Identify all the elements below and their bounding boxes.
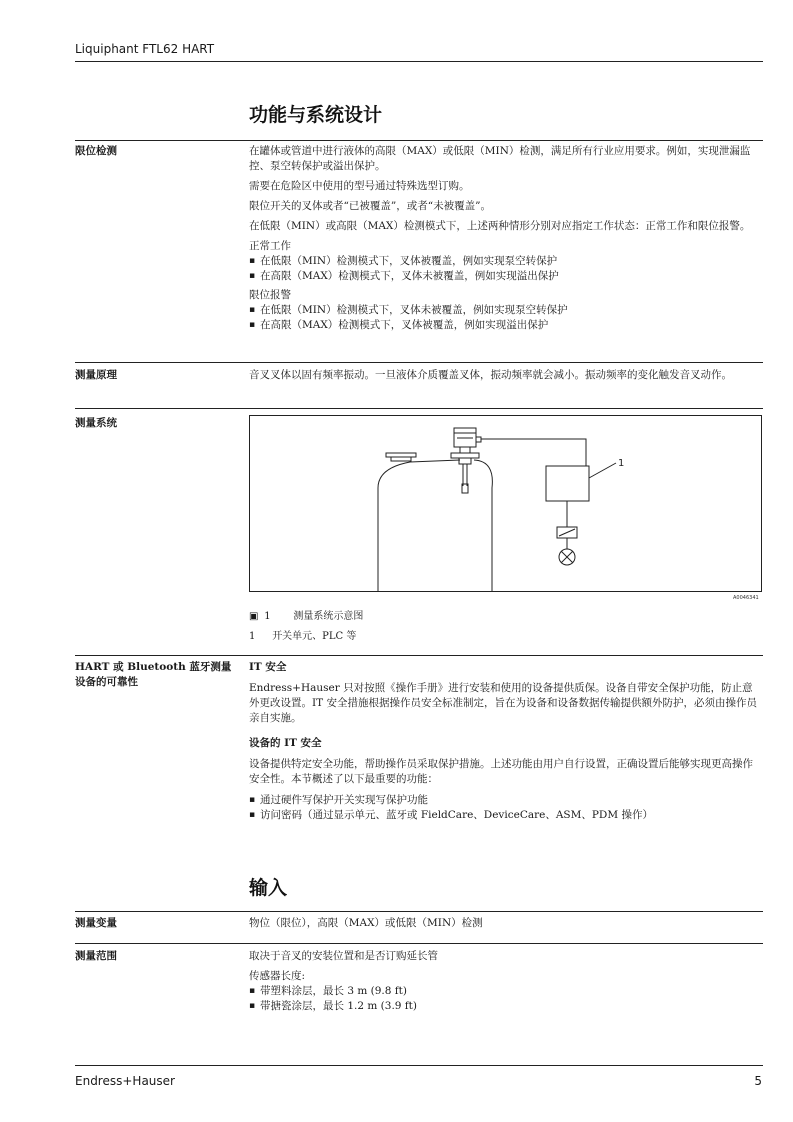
divider [75, 362, 763, 363]
divider [75, 943, 763, 944]
section-title-input: 输入 [249, 877, 288, 899]
list-item: ▪ 带搪瓷涂层，最长 1.2 m (3.9 ft) [249, 999, 761, 1014]
device-security-list [249, 793, 761, 823]
alarm-title: 限位报警 [249, 289, 291, 301]
list-item: ▪ 带塑料涂层，最长 3 m (9.8 ft) [249, 984, 761, 999]
switch-unit [546, 466, 589, 501]
divider [75, 408, 763, 409]
divider [75, 911, 763, 912]
device-flange [451, 453, 479, 458]
security-body [249, 660, 761, 823]
label-measured-variable: 测量变量 [75, 917, 117, 929]
normal-list [249, 254, 761, 284]
page-number: 5 [754, 1074, 762, 1088]
divider [75, 655, 763, 656]
signal-cable [481, 439, 586, 466]
alarm-list [249, 303, 761, 333]
tank-outline [474, 460, 492, 591]
device-housing [454, 433, 476, 447]
footer-rule [75, 1065, 763, 1066]
tank-nozzle [391, 457, 411, 461]
it-security-text: Endress+Hauser 只对按照《操作手册》进行安装和使用的设备提供质保。设备自带安全保护功能，防止意外更改设置。IT 安全措施根据操作员安全标准制定，旨在为设备和设备数据传输提供额外防护，必须由操作员亲自实施。 [249, 682, 757, 724]
device-security-title: 设备的 IT 安全 [249, 737, 322, 749]
label-limit-detection: 限位检测 [75, 145, 117, 157]
tank-outline [378, 460, 460, 591]
relay-contact [559, 529, 575, 536]
sensor-length-title: 传感器长度: [249, 970, 306, 982]
callout-line [589, 463, 616, 478]
system-diagram [249, 415, 762, 592]
list-item: ▪ 在高限（MAX）检测模式下，叉体未被覆盖，例如实现溢出保护 [249, 269, 761, 284]
tank-nozzle-flange [386, 453, 416, 457]
device-cable-entry [476, 437, 481, 442]
device-cap [454, 428, 476, 433]
footer-brand: Endress+Hauser [75, 1074, 175, 1088]
legend-text: 开关单元、PLC 等 [272, 631, 357, 642]
divider [75, 140, 763, 141]
label-system: 测量系统 [75, 417, 117, 429]
measuring-range-text: 取决于音叉的安装位置和是否订购延长管 [249, 950, 438, 962]
device-security-text: 设备提供特定安全功能，帮助操作员采取保护措施。上述功能由用户自行设置，正确设置后能够实现更高操作安全性。本节概述了以下最重要的功能： [249, 758, 753, 785]
section-title-function: 功能与系统设计 [249, 104, 383, 126]
sensor-length-list [249, 984, 761, 1014]
system-diagram-svg [250, 416, 761, 591]
normal-title: 正常工作 [249, 240, 291, 252]
figure-code: A0046341 [733, 595, 759, 601]
legend-number: 1 [249, 631, 256, 642]
list-item: ▪ 在低限（MIN）检测模式下，叉体未被覆盖，例如实现泵空转保护 [249, 303, 761, 318]
it-security-title: IT 安全 [249, 661, 287, 673]
label-measuring-range: 测量范围 [75, 950, 117, 962]
paragraph: 在低限（MIN）或高限（MAX）检测模式下，上述两种情形分别对应指定工作状态：正常工作和限位报警。 [249, 220, 751, 232]
figure-legend [249, 627, 356, 642]
list-item: ▪ 通过硬件写保护开关实现写保护功能 [249, 793, 761, 808]
list-item: ▪ 在高限（MAX）检测模式下，叉体被覆盖，例如实现溢出保护 [249, 318, 761, 333]
label-security: HART 或 Bluetooth 蓝牙测量设备的可靠性 [75, 661, 232, 688]
label-principle: 测量原理 [75, 369, 117, 381]
header-title: Liquiphant FTL62 HART [75, 42, 215, 56]
callout-label: 1 [618, 458, 625, 469]
measured-variable-text: 物位（限位），高限（MAX）或低限（MIN）检测 [249, 917, 483, 929]
caption-text: 测量系统示意图 [293, 611, 364, 622]
caption-number: 1 [264, 611, 271, 622]
figure-icon: ▣ [249, 611, 259, 622]
list-item: ▪ 在低限（MIN）检测模式下，叉体被覆盖，例如实现泵空转保护 [249, 254, 761, 269]
figure-caption [249, 607, 363, 622]
limit-detection-body [249, 144, 761, 333]
device-neck [460, 447, 470, 453]
measuring-range-body [249, 949, 761, 1014]
list-item: ▪ 访问密码（通过显示单元、蓝牙或 FieldCare、DeviceCare、ASM、PDM 操作） [249, 808, 761, 823]
header-rule [75, 61, 763, 62]
principle-text: 音叉叉体以固有频率振动。一旦液体介质覆盖叉体，振动频率就会减小。振动频率的变化触发音叉动作。 [249, 369, 732, 381]
device-adapter [459, 458, 471, 464]
paragraph: 限位开关的叉体或者“已被覆盖”，或者“未被覆盖”。 [249, 200, 491, 212]
paragraph: 需要在危险区中使用的型号通过特殊选型订购。 [249, 180, 470, 192]
paragraph: 在罐体或管道中进行液体的高限（MAX）或低限（MIN）检测，满足所有行业应用要求。例如，实现泄漏监控、泵空转保护或溢出保护。 [249, 145, 751, 172]
